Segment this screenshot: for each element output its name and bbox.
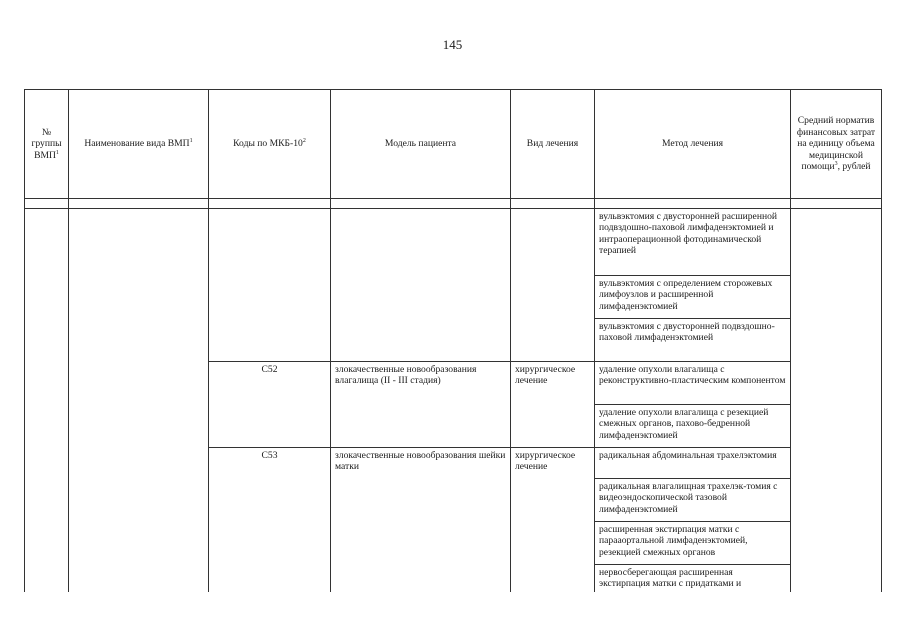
cell-group-no [25, 209, 69, 592]
header-group-no: № группы ВМП$^1$ [25, 90, 69, 199]
header-treatment-type: Вид лечения [511, 90, 595, 199]
cell-treatment-type: хирургическое лечение [511, 448, 595, 592]
cell-method: расширенная экстирпация матки с парааортальной лимфаденэктомией, резекцией смежных органов [595, 522, 791, 565]
cell-method: вульвэктомия с определением сторожевых лимфоузлов и расширенной лимфаденэктомией [595, 276, 791, 319]
cell-vmp-name [69, 209, 209, 592]
cell-method: удаление опухоли влагалища с реконструктивно-пластическим компонентом [595, 362, 791, 405]
cell-icd-code: C52 [209, 362, 331, 448]
header-icd-codes: Коды по МКБ-$10^2$ [209, 90, 331, 199]
cell-patient-model [331, 209, 511, 362]
header-vmp-name: Наименование вида ВМП$^1$ [69, 90, 209, 199]
cell-method: нервосберегающая расширенная экстирпация матки с придатками и [595, 565, 791, 592]
cell-method: вульвэктомия с двусторонней подвздошно-паховой лимфаденэктомией [595, 319, 791, 362]
header-treatment-method: Метод лечения [595, 90, 791, 199]
cell-treatment-type [511, 209, 595, 362]
spacer-row [25, 199, 882, 209]
cell-icd-code [209, 209, 331, 362]
cell-method: удаление опухоли влагалища с резекцией смежных органов, пахово-бедренной лимфаденэктомией [595, 405, 791, 448]
table-row [25, 209, 882, 276]
table-header-row [25, 90, 882, 199]
cell-method: радикальная влагалищная трахелэк-томия с видеоэндоскопической тазовой лимфаденэктомией [595, 479, 791, 522]
cell-avg-cost [791, 209, 882, 592]
cell-patient-model: злокачественные новообразования влагалища (II - III стадия) [331, 362, 511, 448]
header-patient-model: Модель пациента [331, 90, 511, 199]
cell-method: радикальная абдоминальная трахелэктомия [595, 448, 791, 479]
cell-method: вульвэктомия с двусторонней расширенной подвздошно-паховой лимфаденэктомией и интраоперационной фотодинамической терапией [595, 209, 791, 276]
header-avg-cost: Средний норматив финансовых затрат на единицу объема медицинской помощи$^3$, рублей [791, 90, 882, 199]
cell-treatment-type: хирургическое лечение [511, 362, 595, 448]
cell-icd-code: C53 [209, 448, 331, 592]
page-number: 145 [442, 37, 463, 52]
cell-patient-model: злокачественные новообразования шейки матки [331, 448, 511, 592]
vmp-table [24, 89, 882, 592]
